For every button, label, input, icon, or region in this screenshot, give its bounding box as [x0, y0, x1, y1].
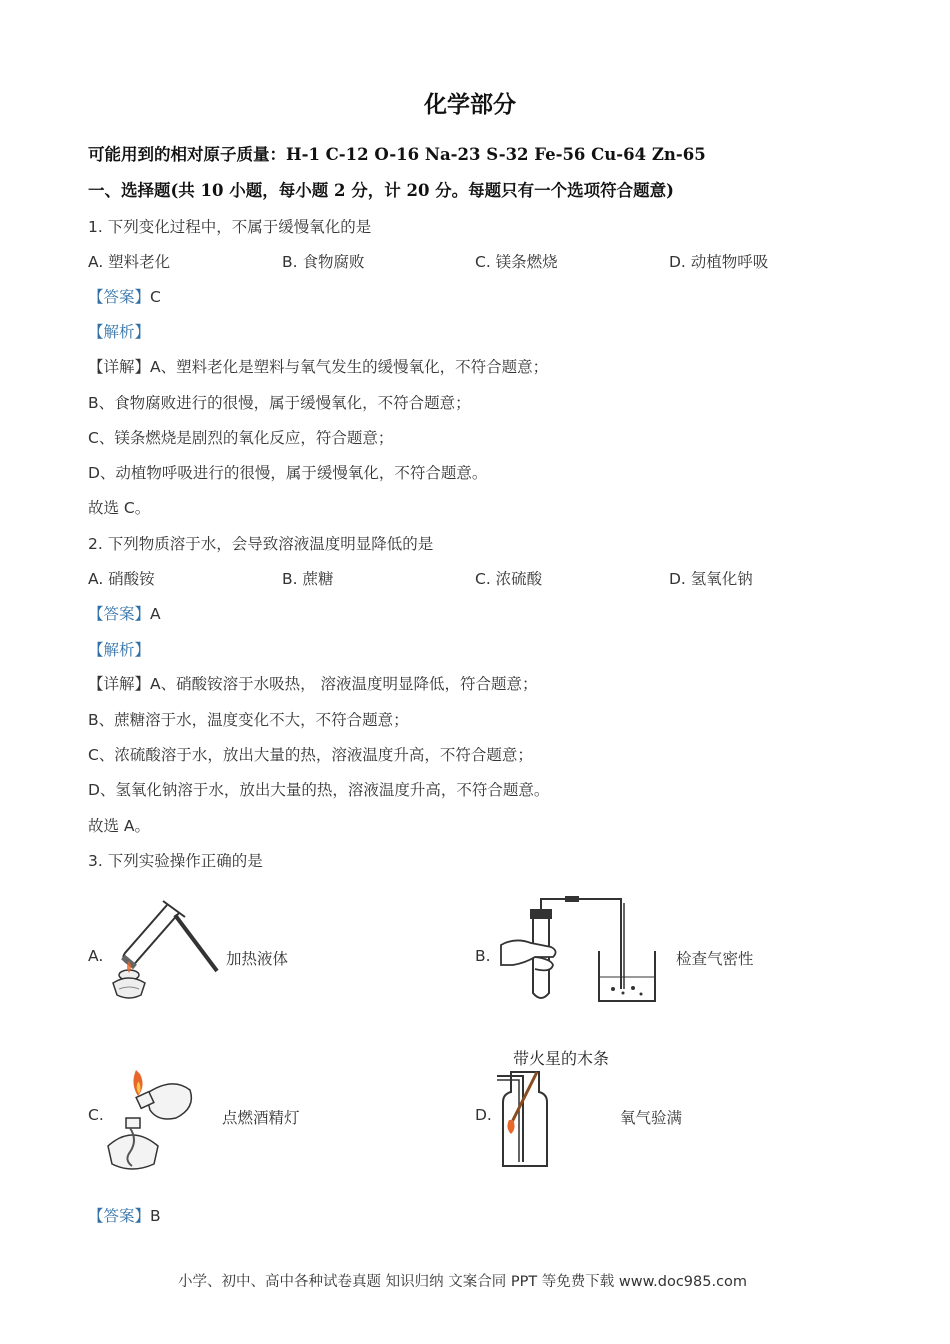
q2-conclusion: 故选 A。: [88, 817, 151, 835]
q1-option-c: C. 镁条燃烧: [475, 253, 558, 271]
lighting-alcohol-lamp-icon: [102, 1066, 202, 1174]
detail-text: A、塑料老化是塑料与氧气发生的缓慢氧化，不符合题意；: [150, 358, 549, 376]
oxygen-full-test-icon: [495, 1066, 557, 1174]
q2-detail-2: B、蔗糖溶于水，温度变化不大，不符合题意；: [88, 711, 409, 729]
q1-option-b: B. 食物腐败: [282, 253, 365, 271]
q1-detail-2: B、食物腐败进行的很慢，属于缓慢氧化，不符合题意；: [88, 394, 471, 412]
q3-option-c-caption: 点燃酒精灯: [222, 1109, 300, 1127]
q3-option-d-caption: 氧气验满: [620, 1109, 683, 1127]
page-footer: 小学、初中、高中各种试卷真题 知识归纳 文案合同 PPT 等免费下载 www.doc985.com: [178, 1274, 748, 1290]
q2-detail-3: C、浓硫酸溶于水，放出大量的热，溶液温度升高，不符合题意；: [88, 746, 533, 764]
question-1-stem: 1. 下列变化过程中，不属于缓慢氧化的是: [88, 218, 372, 236]
q1-answer: [88, 285, 161, 307]
q2-analysis-tag: 【解析】: [88, 641, 151, 659]
q2-option-a: A. 硝酸铵: [88, 570, 155, 588]
q3-option-d-letter: D.: [475, 1106, 492, 1124]
answer-tag: 【答案】: [88, 288, 151, 306]
detail-tag: 【详解】: [88, 675, 151, 693]
q1-option-a: A. 塑料老化: [88, 253, 171, 271]
burning-splint-label: 带火星的木条: [513, 1049, 610, 1068]
q2-option-b: B. 蔗糖: [282, 570, 334, 588]
q1-conclusion: 故选 C。: [88, 499, 151, 517]
q1-detail-3: C、镁条燃烧是剧烈的氧化反应，符合题意；: [88, 429, 394, 447]
answer-value: B: [150, 1207, 161, 1225]
q3-option-c-letter: C.: [88, 1106, 104, 1124]
question-3-stem: 3. 下列实验操作正确的是: [88, 852, 263, 870]
q2-detail-4: D、氢氧化钠溶于水，放出大量的热，溶液温度升高，不符合题意。: [88, 781, 550, 799]
q2-option-c: C. 浓硫酸: [475, 570, 543, 588]
section-heading: 一、选择题(共 10 小题，每小题 2 分，计 20 分。每题只有一个选项符合题意): [88, 181, 674, 200]
detail-text: A、硝酸铵溶于水吸热， 溶液温度明显降低，符合题意；: [150, 675, 538, 693]
q3-answer: [88, 1204, 161, 1226]
q3-option-b-caption: 检查气密性: [676, 950, 754, 968]
q1-analysis-tag: 【解析】: [88, 323, 151, 341]
q3-option-b-letter: B.: [475, 947, 491, 965]
atomic-masses: 可能用到的相对原子质量：H-1 C-12 O-16 Na-23 S-32 Fe-56 Cu-64 Zn-65: [88, 145, 706, 164]
answer-tag: 【答案】: [88, 1207, 151, 1225]
page-title: 化学部分: [424, 91, 516, 118]
heating-liquid-icon: [105, 895, 225, 1005]
q2-answer: [88, 602, 161, 624]
q3-option-a-caption: 加热液体: [226, 950, 289, 968]
q1-option-d: D. 动植物呼吸: [669, 253, 769, 271]
answer-value: C: [150, 288, 161, 306]
answer-value: A: [150, 605, 161, 623]
q1-detail-1: [88, 355, 548, 377]
q2-option-d: D. 氢氧化钠: [669, 570, 753, 588]
airtightness-check-icon: [495, 893, 665, 1008]
question-2-stem: 2. 下列物质溶于水，会导致溶液温度明显降低的是: [88, 535, 434, 553]
answer-tag: 【答案】: [88, 605, 151, 623]
detail-tag: 【详解】: [88, 358, 151, 376]
q2-detail-1: [88, 672, 538, 694]
q3-option-a-letter: A.: [88, 947, 104, 965]
q1-detail-4: D、动植物呼吸进行的很慢，属于缓慢氧化，不符合题意。: [88, 464, 488, 482]
